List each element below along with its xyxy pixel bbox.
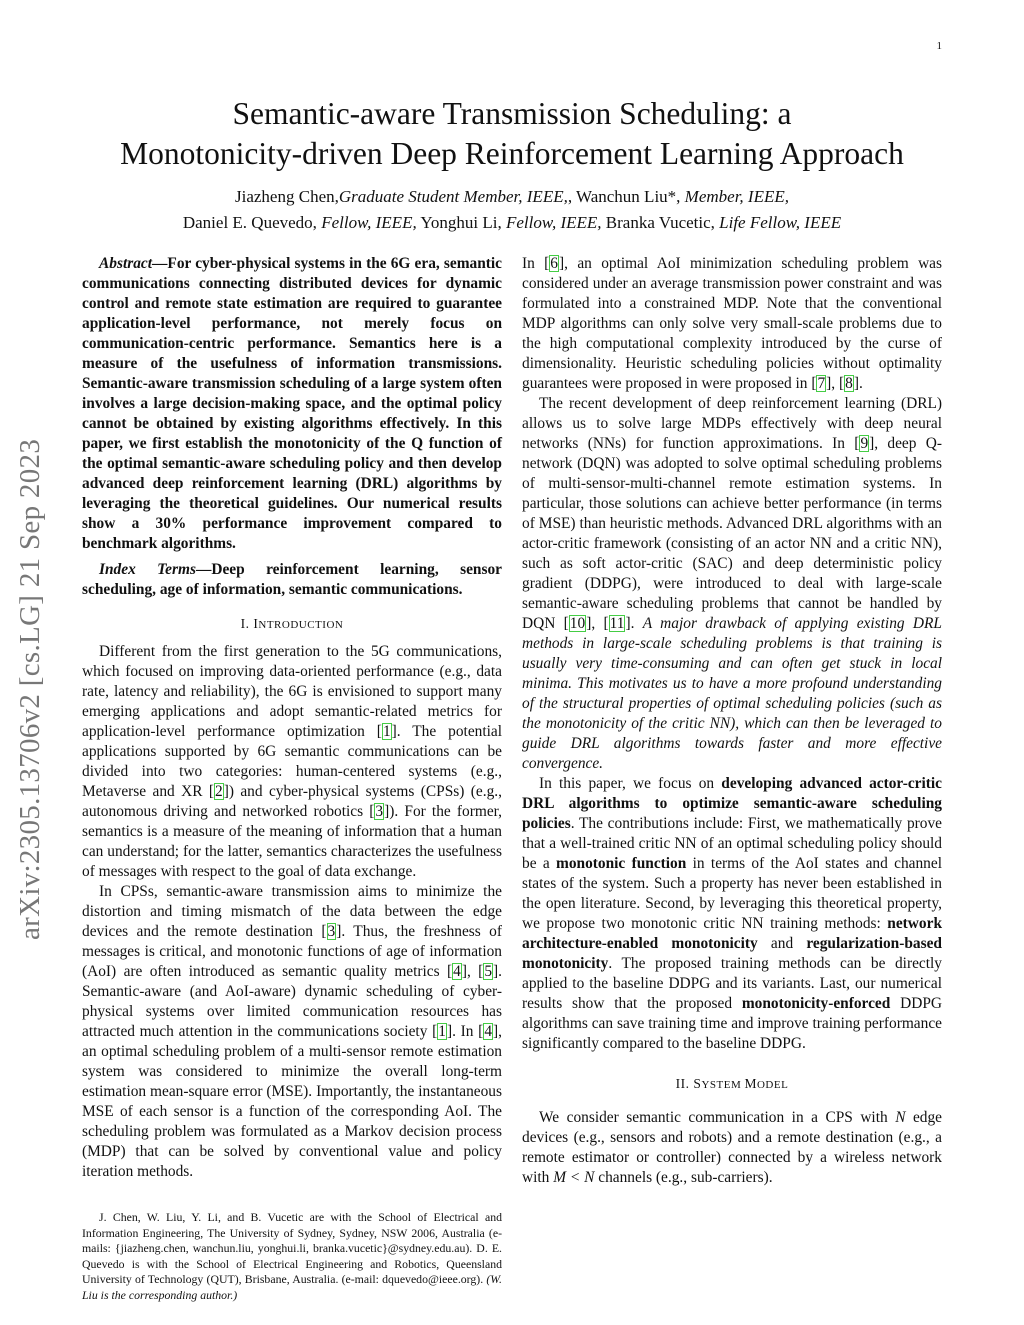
text-run: monotonic function xyxy=(556,855,687,872)
title-line-2: Monotonicity-driven Deep Reinforcement Learning Approach xyxy=(120,136,904,171)
citation-link[interactable]: 9 xyxy=(860,435,869,452)
text-run: ], [ xyxy=(586,615,609,632)
text-run: edge devices (e.g., sensors and robots) and a remote destination (e.g., a remote estimator or controller) connected by a wireless network with xyxy=(522,1109,942,1186)
paragraph xyxy=(82,642,502,882)
section-title-rest-2: ODEL xyxy=(756,1079,789,1091)
section-number: I. xyxy=(240,616,254,631)
paragraph xyxy=(522,774,942,1054)
text-run: —For cyber-physical systems in the 6G era, semantic communications connecting distributed devices for dynamic control and remote state estimation are required to guarantee application-level performance, not merely focus on communication-centric performance. Semantics here is a measure of the usefulness of information transmissions. Semantic-aware transmission scheduling of a large system often involves a large decision-making space, and the optimal policy cannot be obtained by existing algorithms effectively. In this paper, we first establish the monotonicity of the Q function of the optimal semantic-aware scheduling policy and then develop advanced deep reinforcement learning (DRL) algorithms by leveraging the theoretical guidelines. Our numerical results show a 30% performance improvement compared to benchmark algorithms. xyxy=(82,255,502,552)
text-run: ]). For the former, semantics is a measure of the meaning of information that a human can understand; for the latter, semantics characterizes the usefulness of messages with respect to the goal of data exchange. xyxy=(82,803,503,880)
section-number: II. xyxy=(675,1076,694,1091)
section-heading-system-model xyxy=(522,1076,942,1092)
text-run: Fellow, IEEE, xyxy=(506,213,602,232)
text-run: ]. xyxy=(625,615,643,632)
footnote xyxy=(82,1210,502,1304)
text-run: and xyxy=(757,935,807,952)
text-run: ]) and cyber-physical systems (CPSs) (e.g., autonomous driving and networked robotics [ xyxy=(82,783,502,820)
text-run: Fellow, IEEE, xyxy=(321,213,417,232)
citation-link[interactable]: 2 xyxy=(215,783,223,800)
text-run: Index Terms xyxy=(99,561,196,578)
text-run: M < N xyxy=(553,1169,595,1186)
text-run: Daniel E. Quevedo, xyxy=(182,213,322,232)
author-line-1 xyxy=(0,184,1024,210)
text-run: ], deep Q-network (DQN) was adopted to solve optimal scheduling problems of multi-sensor-multi-channel remote estimation systems. In particular, those solutions can achieve better performance (in terms of MSE) than heuristic methods. Advanced DRL algorithms with an actor-critic framework (consisting of an actor NN and a critic NN), such as soft actor-critic (SAC) and deep deterministic policy gradient (DDPG), were introduced to deal with large-scale semantic-aware scheduling problems that cannot be handled by DQN [ xyxy=(522,435,942,632)
citation-link[interactable]: 10 xyxy=(569,615,586,632)
paragraph xyxy=(522,394,942,774)
left-column xyxy=(82,254,502,1304)
text-run: ]. The potential applications supported by 6G semantic communications can be divided into two categories: human-centered systems (e.g., Metaverse and XR [ xyxy=(82,723,503,800)
text-run: ], an optimal scheduling problem of a multi-sensor remote estimation system was considered to minimize the overall long-term estimation mean-square error (MSE). Importantly, the instantaneous MSE of each sensor is a function of the corresponding AoI. The scheduling problem was formulated as a Markov decision process (MDP) that can be solved by conventional value and policy iteration methods. xyxy=(82,1023,502,1180)
citation-link[interactable]: 3 xyxy=(327,923,336,940)
text-run: Different from the first generation to the 5G communications, which focused on improving data-oriented performance (e.g., data rate, latency and reliability), the 6G is envisioned to support many emerging applications and adopt semantic-related metrics for application-level performance optimization [ xyxy=(82,643,502,740)
text-run: . The contributions include: First, we mathematically prove that a well-trained critic NN of an optimal scheduling policy should be a xyxy=(522,815,942,872)
section-title-initial: I xyxy=(253,616,259,631)
text-run: monotonicity-enforced xyxy=(741,995,891,1012)
citation-link[interactable]: 3 xyxy=(375,803,384,820)
citation-link[interactable]: 1 xyxy=(382,723,391,740)
section-title-rest: YSTEM xyxy=(701,1079,745,1091)
citation-link[interactable]: 8 xyxy=(845,375,853,392)
text-run: A major drawback of applying existing DRL methods in large-scale scheduling problems is that training is usually very time-consuming and can often get stuck in local minima. This motivates us to have a more profound understanding of the structural properties of optimal scheduling policies (such as the monotonicity of the critic NN), which can then be leveraged to guide DRL algorithms towards faster and more effective convergence. xyxy=(522,615,942,772)
paper-title xyxy=(0,94,1024,174)
text-run: Member, IEEE, xyxy=(684,187,789,206)
arxiv-identifier: arXiv:2305.13706v2 [cs.LG] 21 Sep 2023 xyxy=(14,438,46,940)
text-run: ]. Thus, the freshness of messages is critical, and monotonic functions of age of information (AoI) are often introduced as semantic quality metrics [ xyxy=(82,923,502,980)
text-run: ], [ xyxy=(826,375,845,392)
text-run: in terms of the AoI states and channel states of the system. Such a property has never been established in the open literature. Second, by leveraging this theoretical property, we propose two monotonic critic NN training methods: xyxy=(522,855,942,932)
text-run: Life Fellow, IEEE xyxy=(719,213,842,232)
text-run: DDPG algorithms can save training time and improve training performance significantly compared to the baseline DDPG. xyxy=(522,995,942,1052)
citation-link[interactable]: 6 xyxy=(550,255,558,272)
author-list xyxy=(0,184,1024,236)
text-run: N xyxy=(895,1109,906,1126)
text-run: (W. Liu is the corresponding author.) xyxy=(82,1272,502,1302)
text-run: In CPSs, semantic-aware transmission aims to minimize the distortion and timing mismatch of the data between the edge devices and the remote destination [ xyxy=(82,883,502,940)
text-run: The recent development of deep reinforcement learning (DRL) allows us to solve large MDPs effectively with deep neural networks (NNs) for function approximations. In [ xyxy=(522,395,942,452)
text-run: In this paper, we focus on xyxy=(539,775,722,792)
citation-link[interactable]: 4 xyxy=(484,1023,493,1040)
text-run: ]. xyxy=(853,375,863,392)
section-title-rest: NTRODUCTION xyxy=(258,619,344,631)
text-run: Yonghui Li, xyxy=(416,213,506,232)
section-title-initial-2: M xyxy=(744,1076,757,1091)
text-run: Abstract xyxy=(99,255,153,272)
paragraph xyxy=(522,254,942,394)
citation-link[interactable]: 7 xyxy=(817,375,826,392)
text-run: regularization-based monotonicity xyxy=(522,935,942,972)
text-run: ], [ xyxy=(461,963,484,980)
abstract xyxy=(82,254,502,554)
text-run: developing advanced actor-critic DRL algorithms to optimize semantic-aware scheduling policies xyxy=(522,775,942,832)
text-run: —Deep reinforcement learning, sensor scheduling, age of information, semantic communications. xyxy=(82,561,502,598)
text-run: ], an optimal AoI minimization scheduling problem was considered under an average transmission power constraint and was formulated into a constrained MDP. Note that the conventional MDP algorithms can only solve very small-scale problems due to the high computational complexity introduced by the curse of dimensionality. Heuristic scheduling policies without optimality guarantees were proposed in were proposed in [ xyxy=(522,255,943,392)
author-line-2 xyxy=(0,210,1024,236)
text-run: network architecture-enabled monotonicity xyxy=(522,915,942,952)
page-number: 1 xyxy=(936,40,942,52)
text-run: ]. In [ xyxy=(446,1023,484,1040)
title-line-1: Semantic-aware Transmission Scheduling: a xyxy=(232,96,792,131)
affiliation-footnote xyxy=(82,1210,502,1304)
text-run: channels (e.g., sub-carriers). xyxy=(594,1169,773,1186)
section-title-initial: S xyxy=(693,1076,702,1091)
section-heading-introduction xyxy=(82,616,502,632)
text-run: , Wanchun Liu*, xyxy=(567,187,685,206)
text-run: ]. Semantic-aware (and AoI-aware) dynamic scheduling of cyber-physical systems over limited communication resources has attracted much attention in the communications society [ xyxy=(82,963,502,1040)
index-terms xyxy=(82,560,502,600)
text-run: In [ xyxy=(522,255,550,272)
citation-link[interactable]: 11 xyxy=(609,615,625,632)
citation-link[interactable]: 1 xyxy=(438,1023,446,1040)
text-run: Jiazheng Chen, xyxy=(235,187,339,206)
paragraph xyxy=(82,882,502,1182)
text-run: We consider semantic communication in a CPS with xyxy=(539,1109,896,1126)
text-run: Graduate Student Member, IEEE, xyxy=(338,187,568,206)
paragraph xyxy=(522,1108,942,1188)
text-run: . The proposed training methods can be directly applied to the baseline DDPG and its variants. Last, our numerical results show that the proposed xyxy=(522,955,942,1012)
citation-link[interactable]: 5 xyxy=(484,963,493,980)
text-run: Branka Vucetic, xyxy=(601,213,720,232)
citation-link[interactable]: 4 xyxy=(453,963,461,980)
text-run: J. Chen, W. Liu, Y. Li, and B. Vucetic are with the School of Electrical and Information Engineering, The University of Sydney, Sydney, NSW 2006, Australia (e-mails: {jiazheng.chen, wanchun.liu, yonghui.li, branka.vucetic}@sydney.edu.au). D. E. Quevedo is with the School of Electrical Engineering and Robotics, Queensland University of Technology (QUT), Brisbane, Australia. (e-mail: dquevedo@ieee.org). xyxy=(82,1210,502,1287)
right-column xyxy=(522,254,942,1188)
